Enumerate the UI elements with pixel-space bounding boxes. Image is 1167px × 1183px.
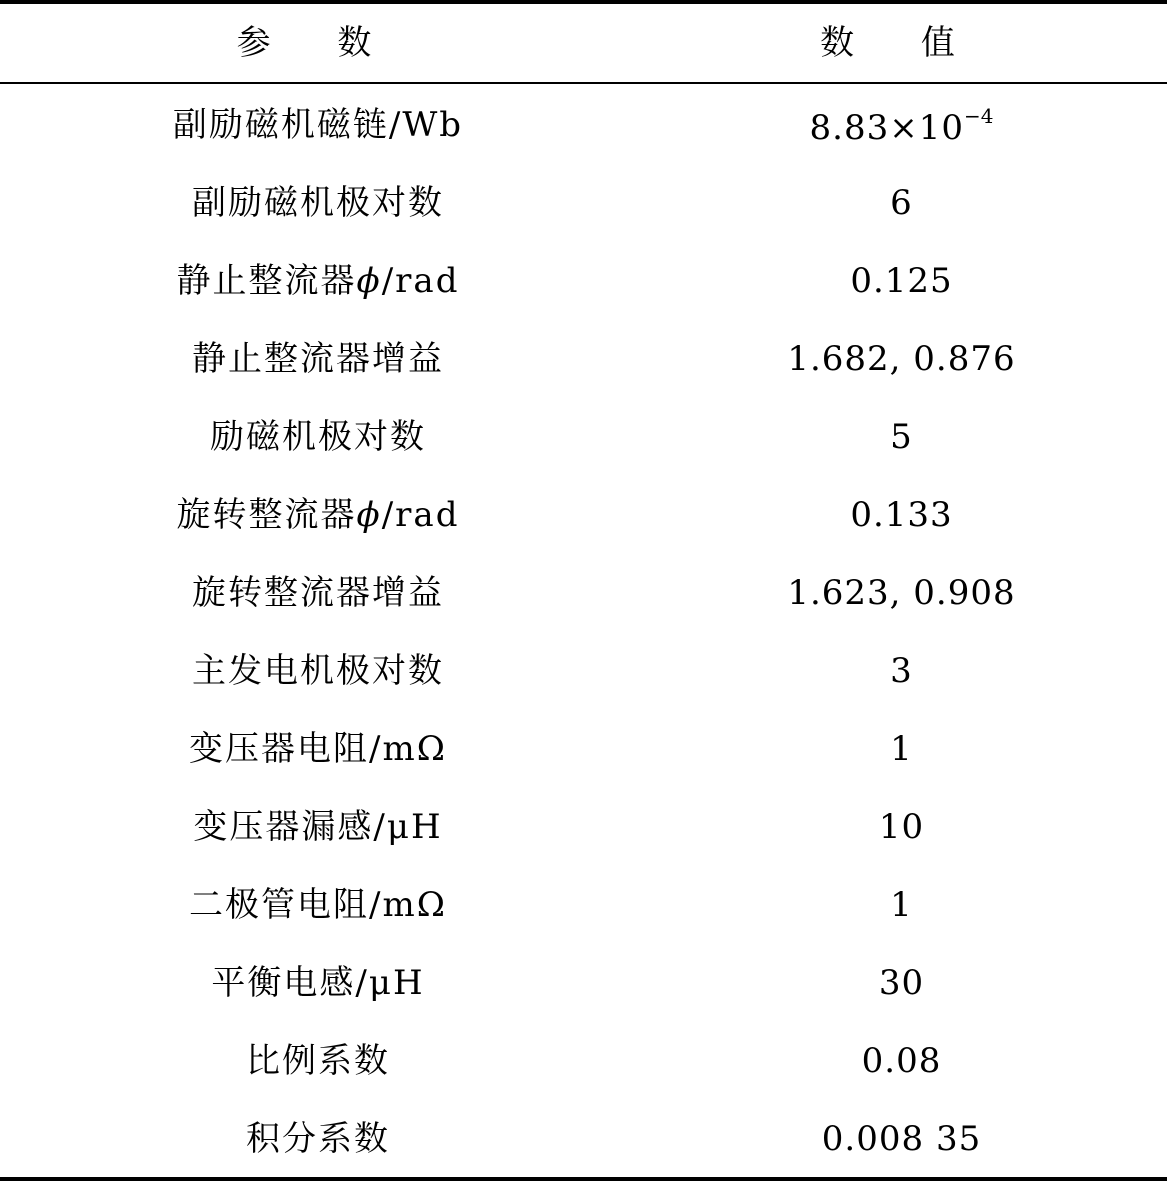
row-value: 10 (878, 807, 925, 847)
row-param: 平衡电感/μH (211, 963, 425, 1003)
row-value: 1.623, 0.908 (787, 573, 1016, 613)
row-value: 5 (890, 417, 913, 457)
phi-symbol: ϕ (356, 495, 382, 535)
table-row (0, 476, 1167, 554)
value-exponent: −4 (963, 103, 994, 128)
table-row (0, 164, 1167, 242)
row-param: 二极管电阻/mΩ (189, 885, 447, 925)
row-value: 0.133 (850, 495, 953, 535)
phi-symbol: ϕ (356, 261, 382, 301)
table-row (0, 632, 1167, 710)
table-row (0, 86, 1167, 164)
row-param: 静止整流器增益 (192, 339, 444, 379)
row-value: 30 (878, 963, 925, 1003)
row-param: 比例系数 (246, 1041, 390, 1081)
table-row (0, 1100, 1167, 1178)
row-param: 变压器电阻/mΩ (189, 729, 447, 769)
row-param: 励磁机极对数 (210, 417, 426, 457)
table-row (0, 710, 1167, 788)
table-row (0, 944, 1167, 1022)
row-value: 0.008 35 (821, 1119, 982, 1159)
row-param: 旋转整流器ϕ/rad (176, 495, 460, 535)
row-param: 主发电机极对数 (192, 651, 444, 691)
row-value: 0.125 (850, 261, 953, 301)
row-param: 副励磁机磁链/Wb (172, 105, 464, 145)
table-row (0, 788, 1167, 866)
row-value: 6 (890, 183, 913, 223)
row-value: 1 (890, 729, 913, 769)
table-row (0, 866, 1167, 944)
row-value: 1.682, 0.876 (787, 339, 1016, 379)
table-row (0, 242, 1167, 320)
table-row (0, 554, 1167, 632)
row-param: 变压器漏感/μH (193, 807, 443, 847)
header-param: 参 数 (236, 23, 400, 63)
row-value: $8.83\times 10^{-4}$ (809, 103, 994, 148)
table-row (0, 320, 1167, 398)
row-param: 旋转整流器增益 (192, 573, 444, 613)
table-row (0, 1022, 1167, 1100)
header-value: 数 值 (820, 23, 983, 63)
row-value: 1 (890, 885, 913, 925)
row-param: 副励磁机极对数 (192, 183, 444, 223)
table-header-row (0, 4, 1167, 82)
row-value: 3 (890, 651, 913, 691)
row-value: 0.08 (861, 1041, 942, 1081)
row-param: 积分系数 (246, 1119, 390, 1159)
table-header-rule (0, 82, 1167, 84)
table-row (0, 398, 1167, 476)
table-bottom-rule (0, 1177, 1167, 1181)
row-param: 静止整流器ϕ/rad (176, 261, 460, 301)
